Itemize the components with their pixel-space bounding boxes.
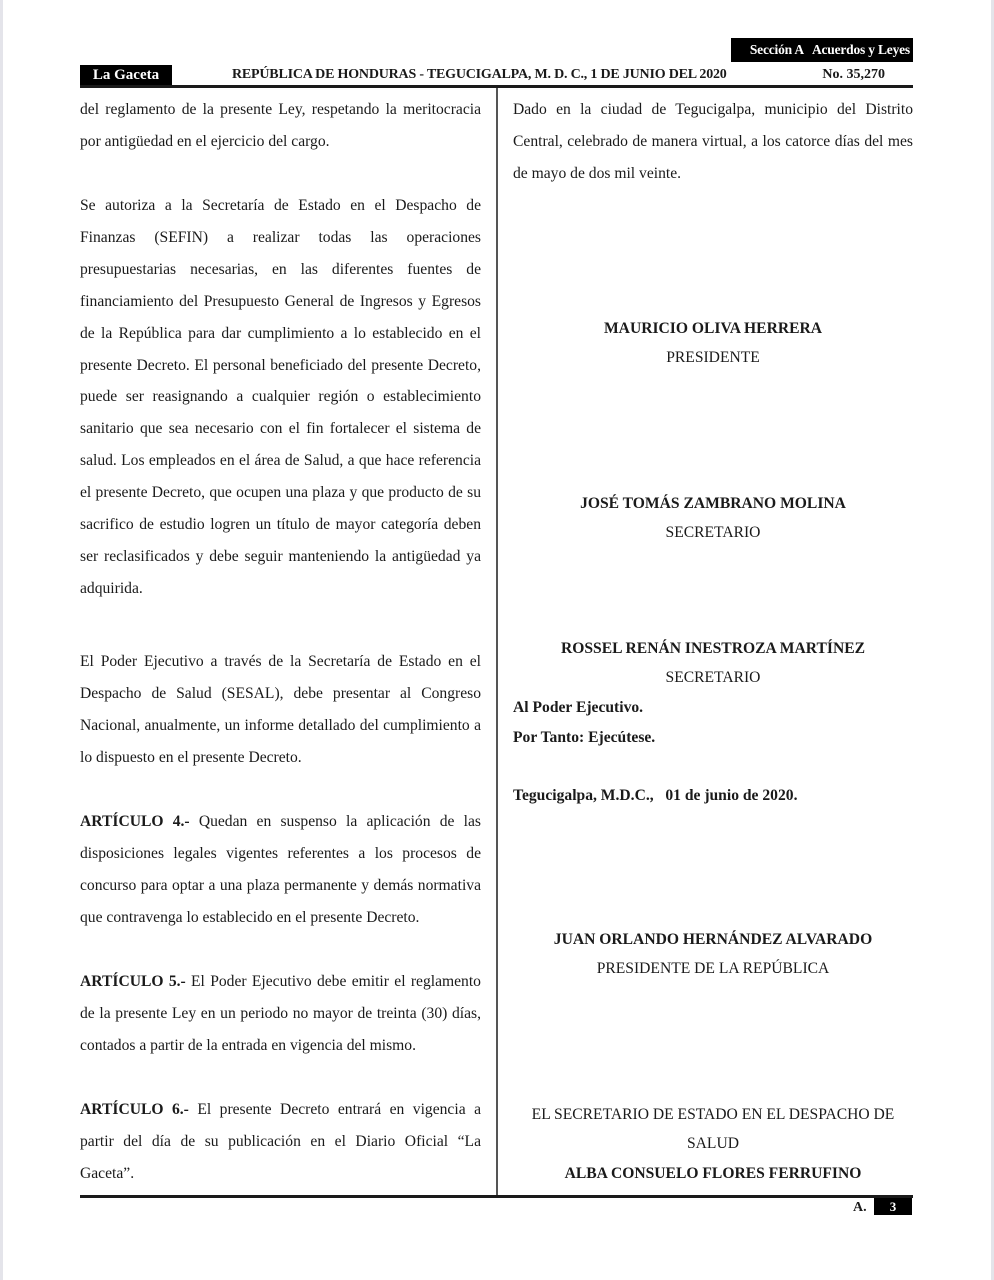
- signatory-1-role: PRESIDENTE: [666, 349, 760, 366]
- column-divider: [496, 88, 498, 1196]
- article-6: [80, 1094, 481, 1190]
- page-edge-left: [0, 0, 3, 1280]
- section-name: Acuerdos y Leyes: [811, 42, 910, 57]
- to-executive: Al Poder Ejecutivo.: [513, 699, 644, 716]
- article-5: [80, 966, 481, 1062]
- section-tab: [731, 38, 913, 62]
- health-secretary-title-1: EL SECRETARIO DE ESTADO EN EL DESPACHO DE: [531, 1106, 895, 1123]
- signatory-3-role: SECRETARIO: [665, 669, 761, 686]
- health-secretary-title-2: SALUD: [687, 1135, 739, 1152]
- right-column-intro: [513, 94, 913, 190]
- article-4: [80, 806, 481, 934]
- article-6-label: ARTÍCULO 6.-: [80, 1100, 189, 1118]
- signatory-3-name: ROSSEL RENÁN INESTROZA MARTÍNEZ: [560, 640, 866, 657]
- health-secretary-name: ALBA CONSUELO FLORES FERRUFINO: [564, 1165, 862, 1182]
- president-name: JUAN ORLANDO HERNÁNDEZ ALVARADO: [553, 931, 873, 948]
- masthead-line: REPÚBLICA DE HONDURAS - TEGUCIGALPA, M. D. C., 1 DE JUNIO DEL 2020: [232, 67, 727, 82]
- section-label: Sección A: [749, 42, 804, 57]
- article-4-text: Quedan en suspenso la aplicación de las disposiciones legales vigentes referentes a los procesos de concurso para optar a una plaza permanente y demás normativa que contravenga lo establecido en el presente Decreto.: [80, 812, 481, 926]
- bottom-rule: [80, 1195, 913, 1198]
- place-date: Tegucigalpa, M.D.C., 01 de junio de 2020.: [513, 787, 798, 804]
- signatory-2-name: JOSÉ TOMÁS ZAMBRANO MOLINA: [580, 495, 846, 512]
- page-section-letter: A.: [853, 1200, 867, 1215]
- article-4-label: ARTÍCULO 4.-: [80, 812, 190, 830]
- signatory-1-name: MAURICIO OLIVA HERRERA: [603, 320, 823, 337]
- article-5-label: ARTÍCULO 5.-: [80, 972, 186, 990]
- issue-number: No. 35,270: [822, 67, 885, 82]
- paragraph-2: Se autoriza a la Secretaría de Estado en el Despacho de Finanzas (SEFIN) a realizar todas las operaciones presupuestarias necesarias, en las diferentes fuentes de financiamiento del Presupuesto General de Ingresos y Egresos de la República para dar cumplimiento a lo establecido en el presente Decreto. El personal beneficiado del presente Decreto, puede ser reasignando a cualquier región o establecimiento sanitario que sea necesario con el fin fortalecer el sistema de salud. Los empleados en el área de Salud, a que hace referencia el presente Decreto, que ocupen una plaza y que producto de su sacrifico de estudio logren un título de mayor categoría deben ser reclasificados y debe seguir manteniendo la antigüedad ya adquirida.: [80, 197, 481, 597]
- execute-order: Por Tanto: Ejecútese.: [513, 729, 656, 746]
- paragraph-3: El Poder Ejecutivo a través de la Secretaría de Estado en el Despacho de Salud (SESAL), debe presentar al Congreso Nacional, anualmente, un informe detallado del cumplimiento a lo dispuesto en el presente Decreto.: [80, 652, 481, 766]
- masthead: [80, 63, 913, 88]
- article-5-text: El Poder Ejecutivo debe emitir el reglamento de la presente Ley en un periodo no mayor de treinta (30) días, contados a partir de la entrada en vigencia del mismo.: [80, 972, 481, 1054]
- left-column: [80, 94, 481, 1190]
- publication-title: La Gaceta: [80, 65, 172, 85]
- paragraph-1: del reglamento de la presente Ley, respetando la meritocracia por antigüedad en el ejercicio del cargo.: [80, 101, 481, 150]
- article-6-text: El presente Decreto entrará en vigencia a partir del día de su publicación en el Diario Oficial “La Gaceta”.: [80, 1100, 481, 1182]
- page-number: 3: [874, 1198, 912, 1215]
- president-role: PRESIDENTE DE LA REPÚBLICA: [596, 960, 830, 977]
- signatory-2-role: SECRETARIO: [665, 524, 761, 541]
- given-text: Dado en la ciudad de Tegucigalpa, municipio del Distrito Central, celebrado de manera virtual, a los catorce días del mes de mayo de dos mil veinte.: [513, 101, 913, 182]
